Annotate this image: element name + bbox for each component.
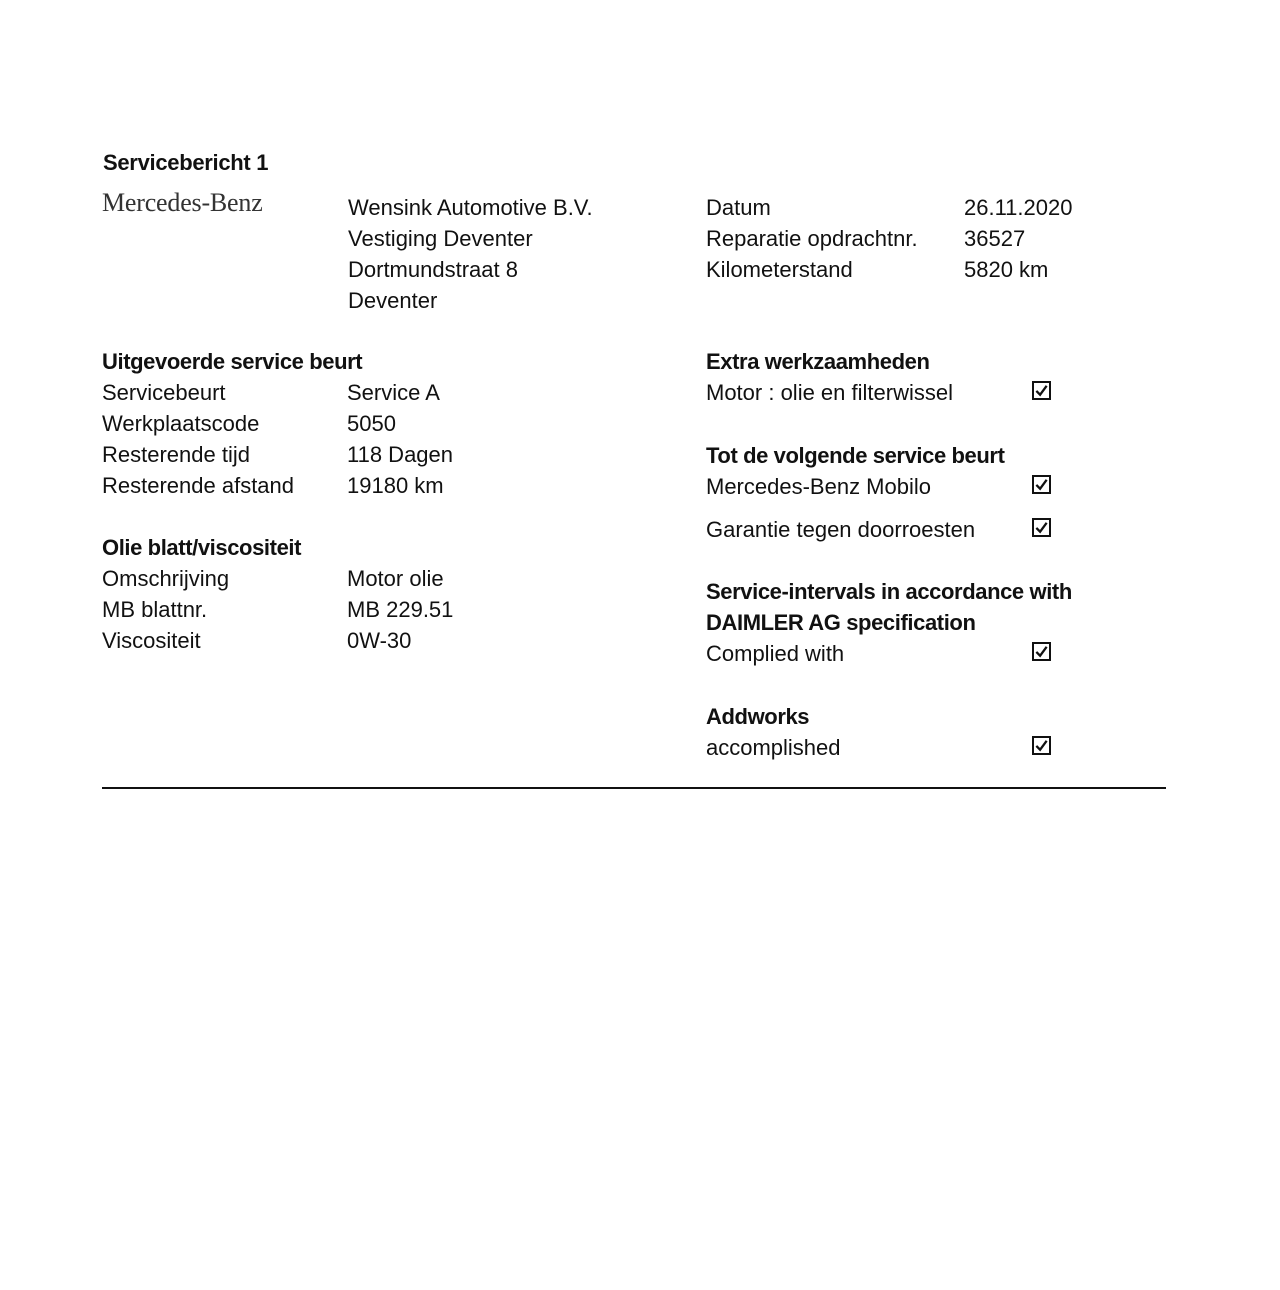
checkmark-icon — [1034, 383, 1049, 398]
addworks-heading: Addworks — [706, 704, 810, 729]
meta-value: 5820 km — [964, 257, 1049, 282]
service-label: Werkplaatscode — [102, 411, 260, 436]
intervals-section — [706, 576, 1072, 669]
checkbox-checked[interactable] — [1032, 381, 1051, 400]
meta-row-order — [706, 223, 1072, 254]
next-service-section — [706, 440, 1005, 545]
service-label: Resterende tijd — [102, 442, 250, 467]
extra-section — [706, 346, 953, 408]
next-service-heading: Tot de volgende service beurt — [706, 443, 1005, 468]
next-service-item-label: Garantie tegen doorroesten — [706, 517, 976, 542]
addworks-section — [706, 701, 841, 763]
oil-row — [102, 625, 453, 656]
checkbox-checked[interactable] — [1032, 518, 1051, 537]
service-row — [102, 377, 453, 408]
dealer-city: Deventer — [348, 288, 438, 313]
checkmark-icon — [1034, 738, 1049, 753]
service-label: Servicebeurt — [102, 380, 226, 405]
meta-label: Reparatie opdrachtnr. — [706, 226, 918, 251]
intervals-heading-line1: Service-intervals in accordance with — [706, 579, 1072, 604]
meta-value: 36527 — [964, 226, 1026, 251]
checkmark-icon — [1034, 520, 1049, 535]
service-row — [102, 470, 453, 501]
service-label: Resterende afstand — [102, 473, 295, 498]
oil-value: Motor olie — [347, 566, 444, 591]
extra-item — [706, 377, 953, 408]
extra-heading: Extra werkzaamheden — [706, 349, 930, 374]
meta-row-date — [706, 192, 1072, 223]
oil-value: MB 229.51 — [347, 597, 454, 622]
service-row — [102, 408, 453, 439]
oil-value: 0W-30 — [347, 628, 412, 653]
brand-logo-text: Mercedes-Benz — [102, 188, 263, 217]
oil-section — [102, 532, 453, 656]
meta-row-mileage — [706, 254, 1072, 285]
dealer-address — [348, 192, 593, 316]
meta-label: Kilometerstand — [706, 257, 853, 282]
service-section — [102, 346, 453, 501]
oil-label: MB blattnr. — [102, 597, 208, 622]
service-value: 5050 — [347, 411, 396, 436]
intervals-item-label: Complied with — [706, 641, 845, 666]
dealer-name: Wensink Automotive B.V. — [348, 195, 593, 220]
service-heading: Uitgevoerde service beurt — [102, 349, 363, 374]
oil-label: Viscositeit — [102, 628, 201, 653]
intervals-heading-line2: DAIMLER AG specification — [706, 610, 976, 635]
intervals-item — [706, 638, 1072, 669]
checkbox-checked[interactable] — [1032, 736, 1051, 755]
service-row — [102, 439, 453, 470]
checkbox-checked[interactable] — [1032, 475, 1051, 494]
addworks-item-label: accomplished — [706, 735, 841, 760]
meta-label: Datum — [706, 195, 771, 220]
service-value: Service A — [347, 380, 440, 405]
next-service-item-label: Mercedes-Benz Mobilo — [706, 474, 931, 499]
service-value: 19180 km — [347, 473, 444, 498]
page-title: Servicebericht 1 — [103, 150, 269, 175]
oil-row — [102, 563, 453, 594]
extra-item-label: Motor : olie en filterwissel — [706, 380, 953, 405]
next-service-item — [706, 471, 1005, 502]
oil-label: Omschrijving — [102, 566, 230, 591]
checkmark-icon — [1034, 644, 1049, 659]
checkbox-checked[interactable] — [1032, 642, 1051, 661]
service-value: 118 Dagen — [347, 442, 454, 467]
bottom-divider — [102, 787, 1166, 789]
oil-heading: Olie blatt/viscositeit — [102, 535, 302, 560]
meta-value: 26.11.2020 — [964, 195, 1073, 220]
oil-row — [102, 594, 453, 625]
checkmark-icon — [1034, 477, 1049, 492]
order-meta — [706, 192, 1072, 285]
dealer-street: Dortmundstraat 8 — [348, 257, 518, 282]
addworks-item — [706, 732, 841, 763]
next-service-item — [706, 514, 1005, 545]
dealer-branch: Vestiging Deventer — [348, 226, 533, 251]
